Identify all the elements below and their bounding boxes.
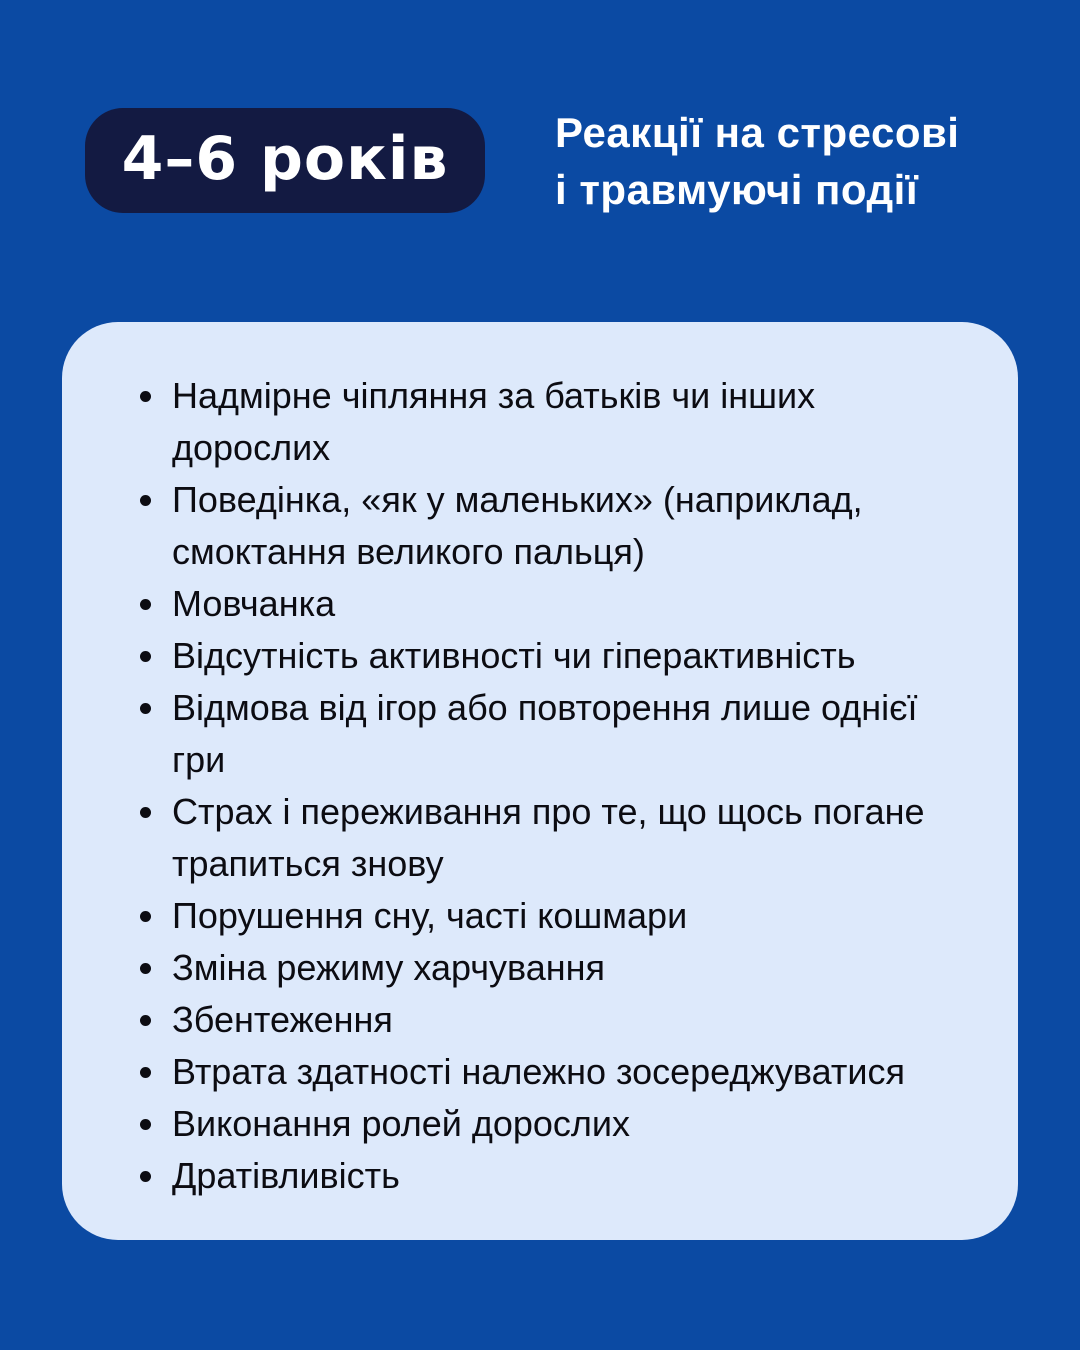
bullet-icon xyxy=(140,703,151,714)
bullet-icon xyxy=(140,651,151,662)
list-item-text: Зміна режиму харчування xyxy=(172,947,605,988)
list-item-text: Збентеження xyxy=(172,999,393,1040)
list-item xyxy=(140,942,960,994)
bullet-icon xyxy=(140,1171,151,1182)
bullet-icon xyxy=(140,495,151,506)
bullet-icon xyxy=(140,391,151,402)
list-item xyxy=(140,1046,960,1098)
list-item-text: Втрата здатності належно зосереджуватися xyxy=(172,1051,905,1092)
bullet-icon xyxy=(140,911,151,922)
list-item xyxy=(140,578,960,630)
age-badge-label: 4–6 років xyxy=(121,123,449,194)
list-item-text: Виконання ролей дорослих xyxy=(172,1103,631,1144)
page-title-line-1: Реакції на стресові xyxy=(555,109,960,156)
list-item-text: Страх і переживання про те, що щось погане трапиться знову xyxy=(172,791,925,884)
bullet-icon xyxy=(140,1067,151,1078)
list-item xyxy=(140,1098,960,1150)
bullet-icon xyxy=(140,1015,151,1026)
bullet-icon xyxy=(140,1119,151,1130)
list-item xyxy=(140,370,960,474)
page-title-line-2: і травмуючі події xyxy=(555,166,919,213)
list-item-text: Мовчанка xyxy=(172,583,336,624)
age-badge xyxy=(85,108,485,213)
bullet-icon xyxy=(140,807,151,818)
list-item-text: Поведінка, «як у маленьких» (наприклад, смоктання великого пальця) xyxy=(172,479,863,572)
list-item xyxy=(140,474,960,578)
reactions-list xyxy=(62,322,1018,1202)
list-item-text: Відсутність активності чи гіперактивність xyxy=(172,635,856,676)
list-item xyxy=(140,682,960,786)
list-item-text: Дратівливість xyxy=(172,1155,400,1196)
bullet-icon xyxy=(140,599,151,610)
list-item-text: Надмірне чіпляння за батьків чи інших дорослих xyxy=(172,375,816,468)
list-item xyxy=(140,890,960,942)
list-item xyxy=(140,1150,960,1202)
bullet-icon xyxy=(140,963,151,974)
list-item xyxy=(140,630,960,682)
list-item xyxy=(140,994,960,1046)
list-item-text: Порушення сну, часті кошмари xyxy=(172,895,688,936)
content-card xyxy=(62,322,1018,1240)
page-title xyxy=(555,104,959,218)
list-item-text: Відмова від ігор або повторення лише однієї гри xyxy=(172,687,918,780)
list-item xyxy=(140,786,960,890)
